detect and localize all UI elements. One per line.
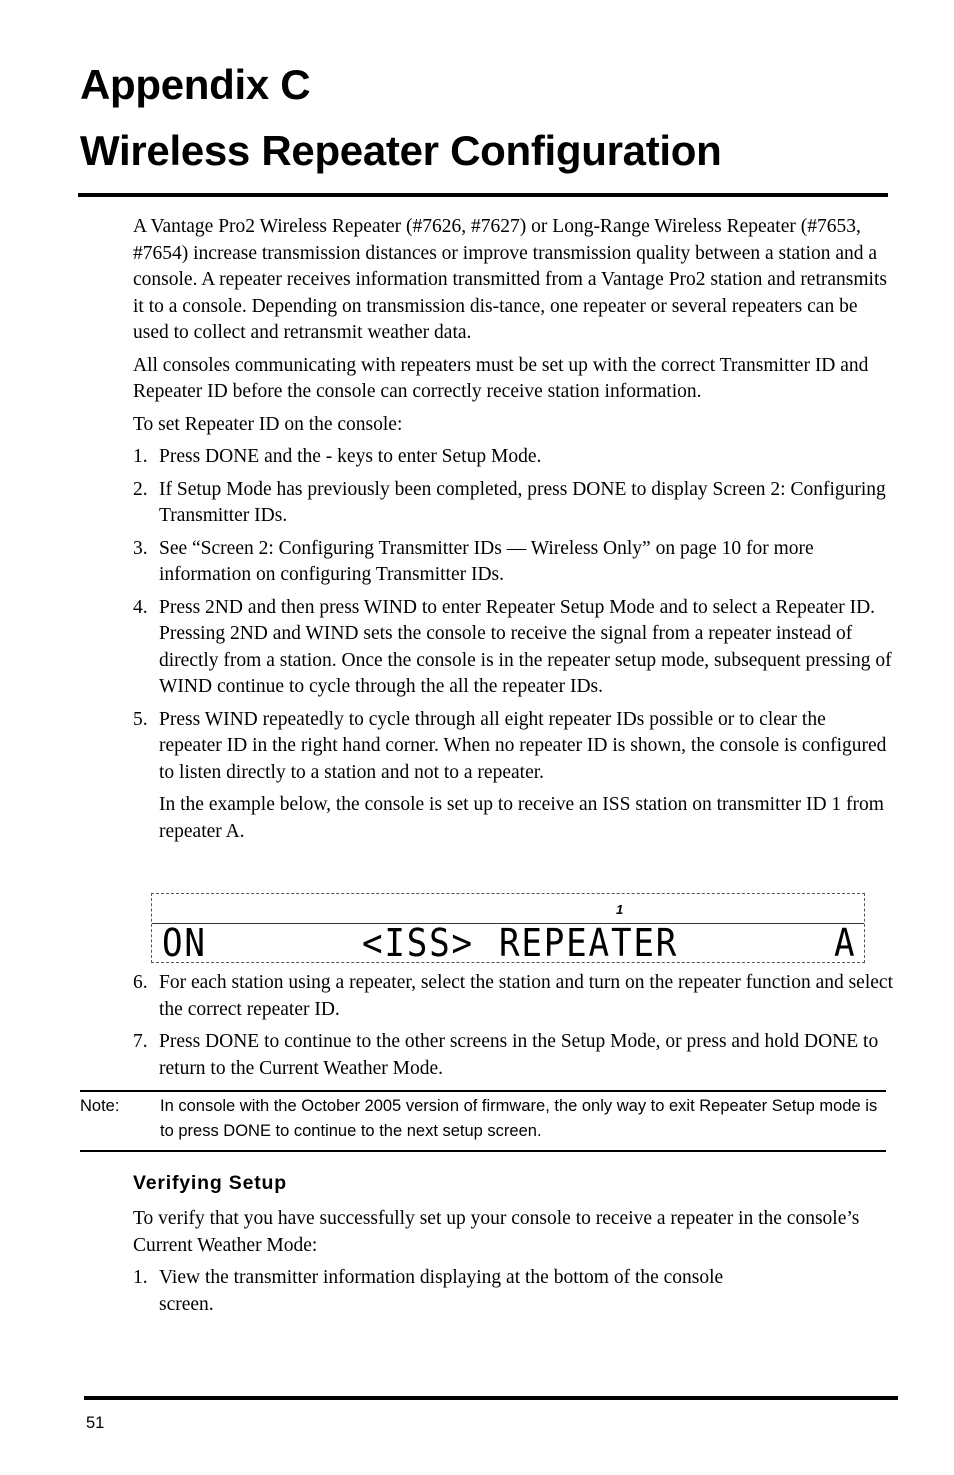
lcd-repeater-id: A [834, 921, 857, 965]
steps-after-section [133, 970, 893, 1082]
list-text: For each station using a repeater, select the station and turn on the repeater function and select the correct repeater ID. [159, 972, 893, 1020]
step5-example: In the example below, the console is set up to receive an ISS station on transmitter ID 1 from repeater A. [159, 794, 884, 842]
list-number: 1. [133, 1267, 148, 1288]
list-text: View the transmitter information displaying at the bottom of the console screen. [159, 1267, 724, 1315]
list-item [133, 595, 893, 701]
note-label: Note: [80, 1097, 120, 1115]
list-item [133, 1029, 893, 1082]
lcd-transmitter-digit: 1 [616, 902, 624, 917]
verify-paragraph: To verify that you have successfully set up your console to receive a repeater in the console’s Current Weather Mode: [133, 1208, 860, 1256]
list-item [133, 444, 893, 471]
verify-steps-list [133, 1265, 893, 1318]
list-number: 4. [133, 596, 148, 618]
list-text: See “Screen 2: Configuring Transmitter IDs — Wireless Only” on page 10 for more information on configuring Transmitter IDs. [159, 537, 814, 585]
list-text: Press DONE to continue to the other screens in the Setup Mode, or press and hold DONE to return to the Current Weather Mode. [159, 1031, 879, 1079]
list-text: Press WIND repeatedly to cycle through all eight repeater IDs possible or to clear the repeater ID in the right hand corner. When no repeater ID is shown, the console is configured to listen directly to a station and not to a repeater. [159, 708, 887, 783]
note-block [80, 1094, 886, 1144]
list-number: 6. [133, 972, 148, 993]
list-text: Press DONE and the - keys to enter Setup Mode. [159, 446, 542, 467]
list-text: Press 2ND and then press WIND to enter Repeater Setup Mode and to select a Repeater ID. Pressing 2ND and WIND sets the console to receive the signal from a repeater instead of directly from a station. Once the console is in the repeater setup mode, subsequent pressing of WIND continue to cycle through the all the repeater IDs. [159, 596, 892, 697]
verify-section [133, 1206, 893, 1318]
intro-section [133, 214, 893, 845]
list-number: 3. [133, 537, 148, 559]
note-text: In console with the October 2005 version of firmware, the only way to exit Repeater Setup mode is to press DONE to continue to the next setup screen. [160, 1097, 878, 1140]
appendix-title: Appendix C [80, 61, 311, 108]
lcd-repeater: REPEATER [499, 921, 679, 965]
title-rule [78, 193, 888, 197]
intro-paragraph-1: A Vantage Pro2 Wireless Repeater (#7626, #7627) or Long-Range Wireless Repeater (#7653, #7654) increase transmission distances or improve transmission quality between a station and a console. A repeater receives information transmitted from a Vantage Pro2 station and retransmits it to a console. Depending on transmission dis-tance, one repeater or several repeaters can be used to collect and retransmit weather data. [133, 216, 887, 343]
setup-steps-list [133, 444, 893, 845]
list-text: If Setup Mode has previously been completed, press DONE to display Screen 2: Configuring Transmitter IDs. [159, 478, 886, 526]
setup-steps-list-continued [133, 970, 893, 1082]
page-number: 51 [86, 1414, 105, 1432]
list-item [133, 477, 893, 530]
list-number: 5. [133, 708, 148, 730]
intro-paragraph-2: All consoles communicating with repeaters must be set up with the correct Transmitter ID and Repeater ID before the console can correctly receive station information. [133, 354, 869, 402]
list-item [133, 970, 893, 1023]
list-item [133, 536, 893, 589]
list-number: 7. [133, 1031, 148, 1052]
lcd-display [151, 893, 865, 963]
note-bottom-rule [80, 1150, 886, 1152]
footer-rule [84, 1396, 898, 1400]
list-item [133, 707, 893, 846]
verify-heading: Verifying Setup [133, 1172, 287, 1194]
note-top-rule [80, 1090, 886, 1092]
list-number: 2. [133, 478, 148, 500]
list-number: 1. [133, 446, 148, 467]
page-title: Wireless Repeater Configuration [80, 127, 722, 174]
lcd-station: <ISS> [362, 921, 474, 965]
lcd-on: ON [162, 921, 207, 965]
intro-paragraph-3: To set Repeater ID on the console: [133, 413, 403, 435]
list-item [133, 1265, 729, 1318]
